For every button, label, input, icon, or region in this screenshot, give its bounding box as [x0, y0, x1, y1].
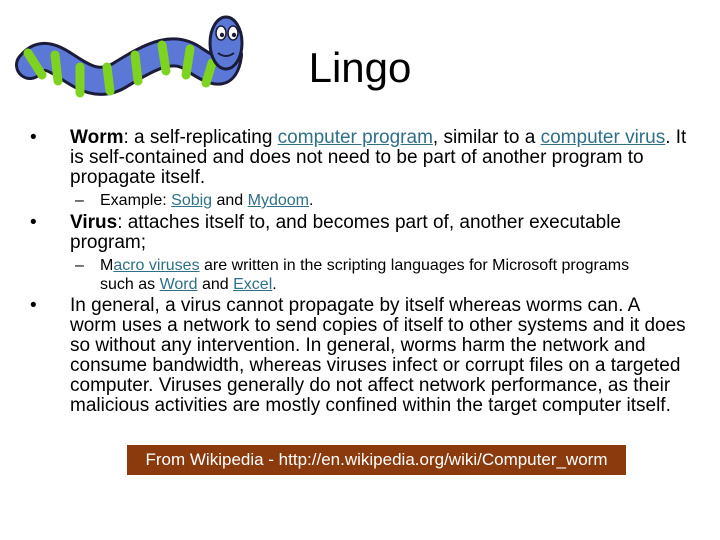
subbullet-example-text	[100, 191, 660, 210]
bullet-virus-text	[70, 213, 690, 253]
text-span: : attaches itself to, and becomes part of, another executable program;	[70, 212, 621, 253]
text-span: . It is self-contained and does not need to be part of another program to propagate itself.	[70, 127, 687, 188]
worm-illustration	[10, 5, 250, 115]
bullet-general-text: In general, a virus cannot propagate by itself whereas worms can. A worm uses a network to send copies of itself to other systems and it does so without any intervention. In general, worms harm the network and consume bandwidth, whereas viruses infect or corrupt files on a targeted computer. Viruses generally do not affect network performance, as their malicious activities are mostly confined within the target computer itself.	[70, 295, 686, 416]
link-computer-program[interactable]: computer program	[277, 127, 433, 148]
bullet-dot: •	[30, 295, 37, 316]
subbullet-dash: –	[75, 257, 84, 274]
bullet-dot: •	[30, 127, 37, 148]
link-word[interactable]: Word	[159, 276, 198, 293]
bullet-dot: •	[30, 212, 37, 233]
text-span: , similar to a	[432, 127, 541, 148]
subbullet-macro-text	[100, 256, 660, 294]
link-sobig[interactable]: Sobig	[171, 192, 213, 209]
text-span: and	[212, 192, 248, 209]
text-span: M	[100, 257, 114, 274]
text-span: .	[309, 192, 314, 209]
bullet-worm-text	[70, 128, 690, 188]
text-span: .	[272, 276, 277, 293]
source-citation: From Wikipedia - http://en.wikipedia.org/wiki/Computer_worm	[127, 445, 626, 475]
text-span: and	[197, 276, 234, 293]
slide-title: Lingo	[308, 44, 412, 91]
link-computer-virus[interactable]: computer virus	[540, 127, 666, 148]
link-mydoom[interactable]: Mydoom	[247, 192, 310, 209]
text-span: are written in the scripting languages for Microsoft programs such as	[100, 257, 630, 293]
link-excel[interactable]: Excel	[233, 276, 273, 293]
term-worm: Worm	[70, 127, 124, 148]
term-virus: Virus	[70, 212, 118, 233]
text-span: : a self-replicating	[123, 127, 278, 148]
subbullet-dash: –	[75, 192, 84, 209]
text-span: Example:	[100, 192, 172, 209]
link-macro-viruses[interactable]: acro viruses	[113, 257, 200, 274]
